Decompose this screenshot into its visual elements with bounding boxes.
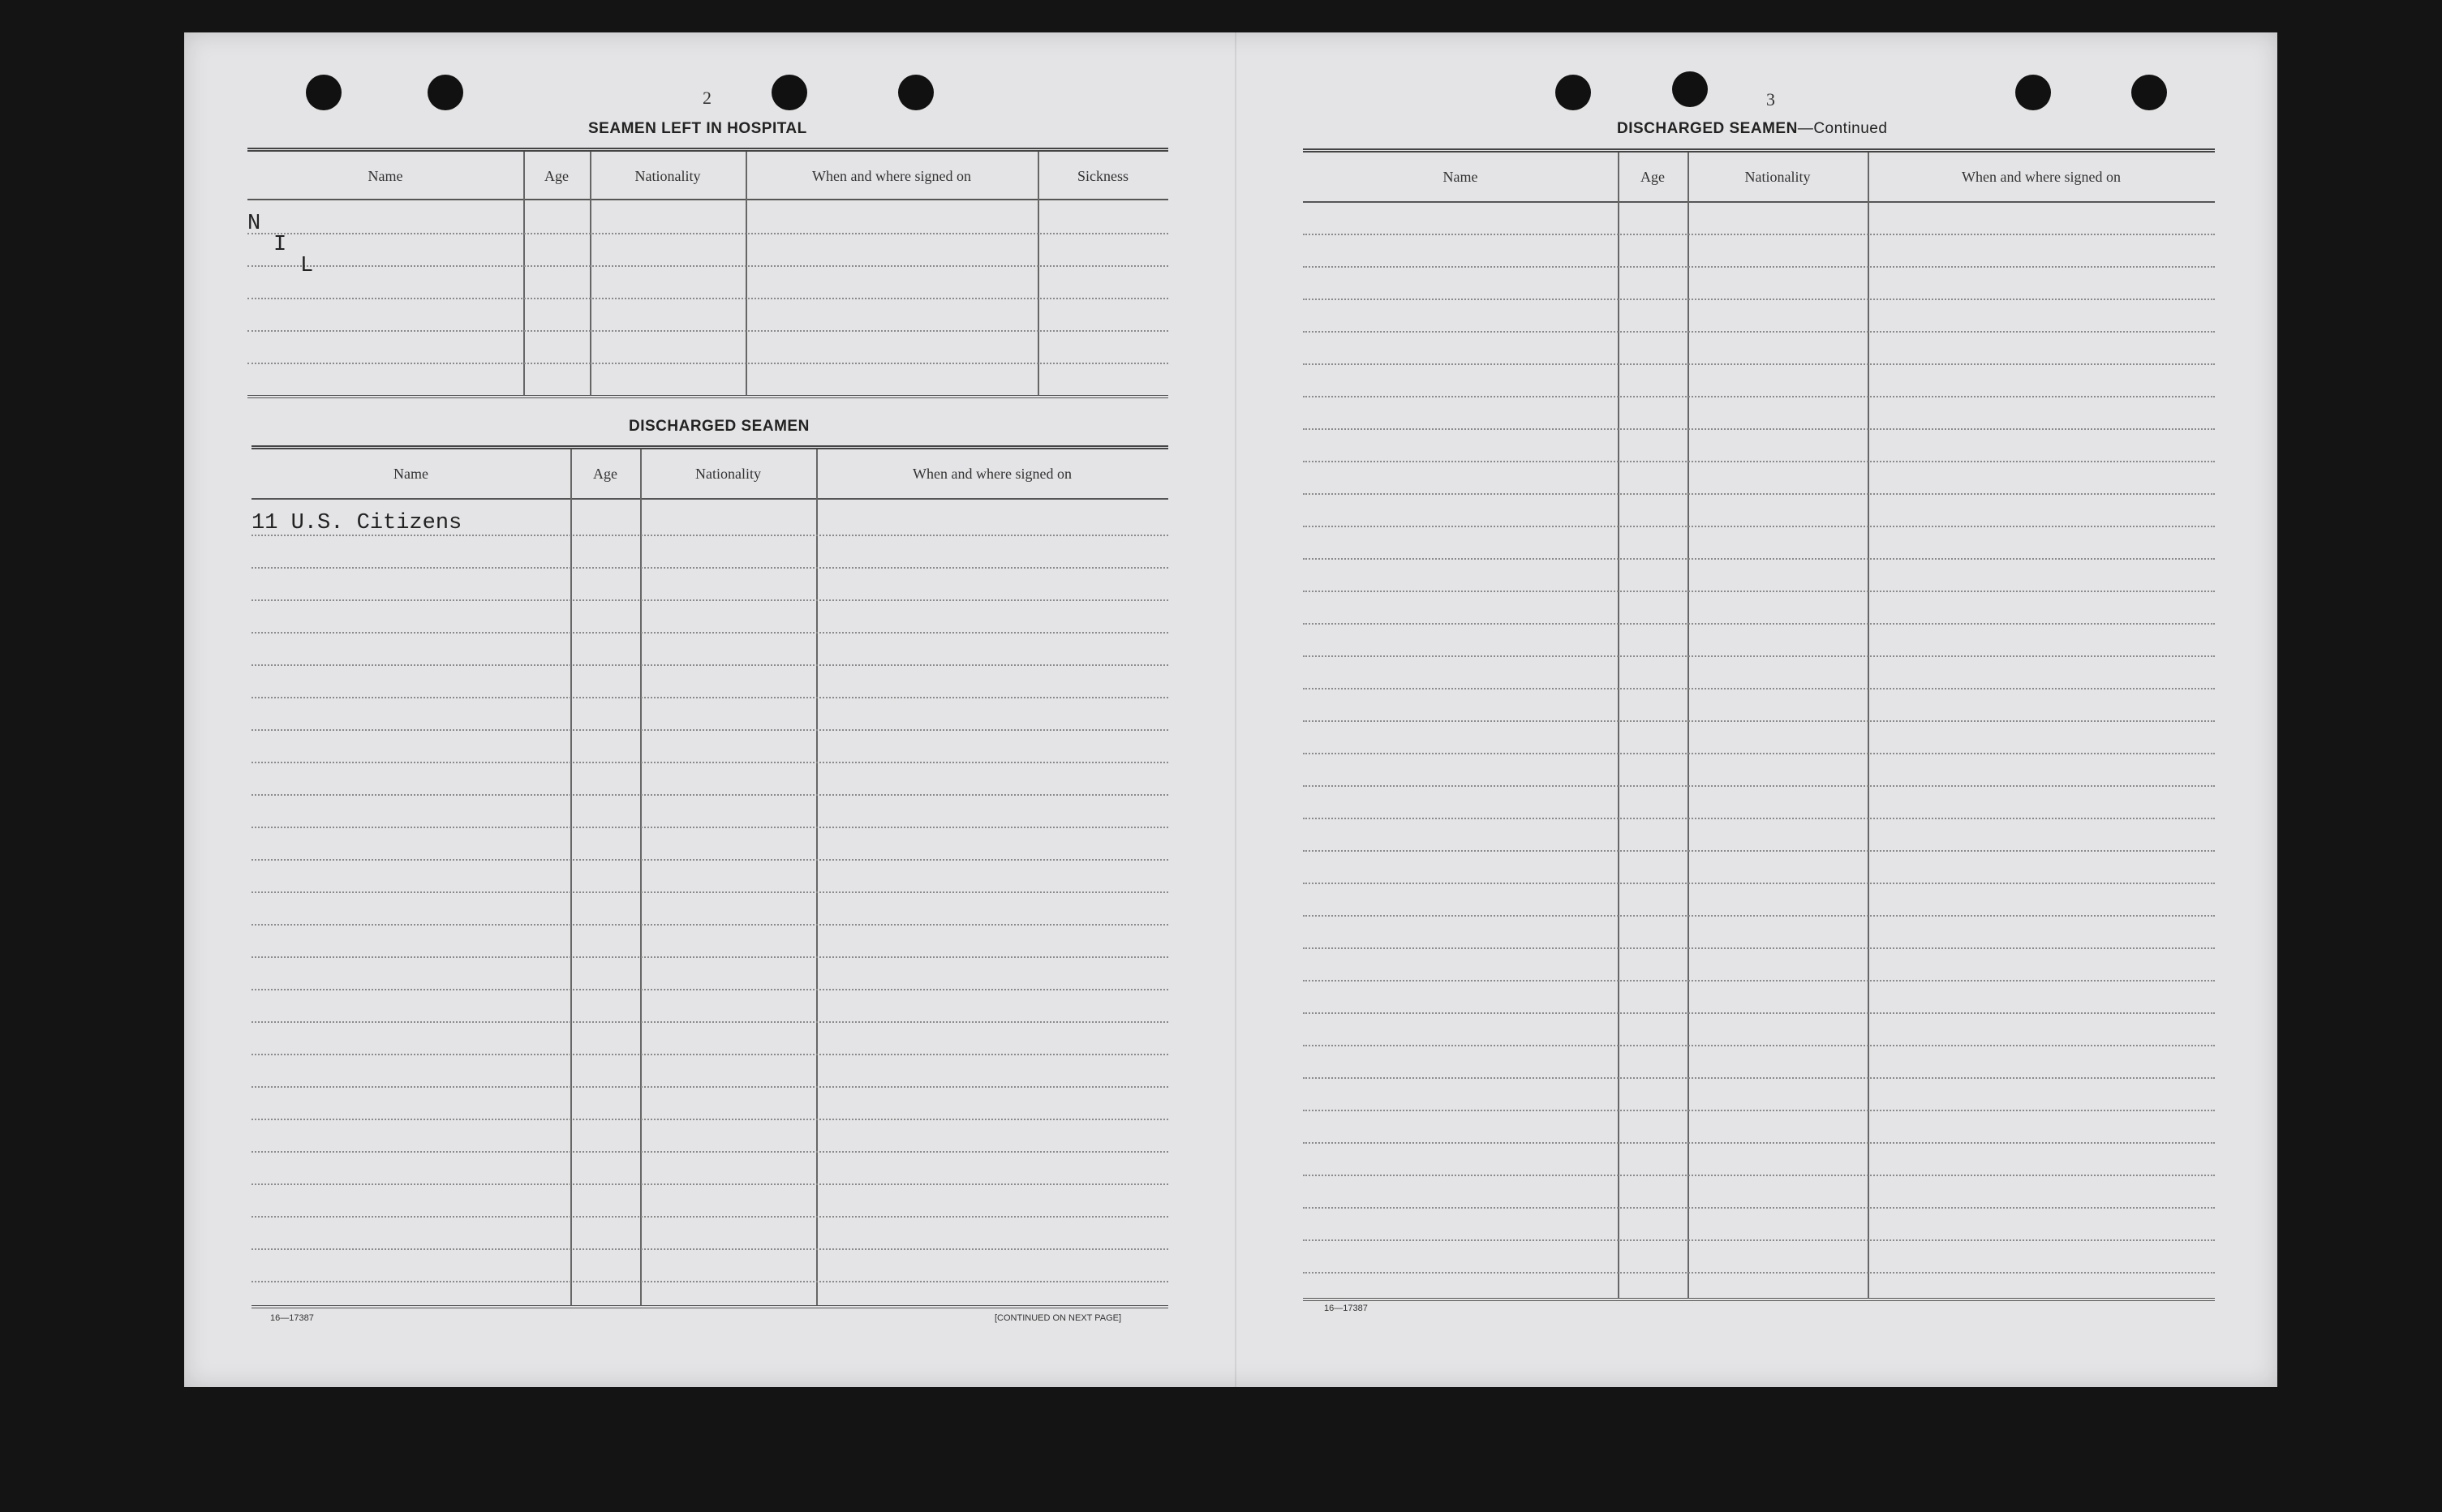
row-rule	[252, 1248, 1168, 1250]
nil-letter: L	[300, 254, 314, 278]
row-rule	[1303, 655, 2215, 657]
row-rule	[1303, 1272, 2215, 1274]
row-rule	[252, 1183, 1168, 1185]
row-rule	[252, 599, 1168, 601]
row-rule	[252, 859, 1168, 861]
row-rule	[1303, 363, 2215, 365]
col-signed-on-header: When and where signed on	[1962, 169, 2121, 185]
row-rule	[1303, 558, 2215, 560]
col-age-header: Age	[544, 168, 569, 184]
row-rule	[252, 989, 1168, 990]
row-rule	[1303, 883, 2215, 884]
row-rule	[252, 794, 1168, 796]
row-rule	[252, 729, 1168, 731]
nil-letter: N	[247, 212, 261, 236]
title-continued: —Continued	[1797, 120, 1888, 137]
column-divider	[746, 152, 747, 395]
row-rule	[252, 1086, 1168, 1088]
row-rule	[1303, 396, 2215, 397]
column-divider	[523, 152, 525, 395]
row-rule	[1303, 493, 2215, 495]
col-signed-on-header: When and where signed on	[812, 168, 971, 184]
page-fold	[1235, 32, 1236, 1387]
column-divider	[816, 449, 818, 1305]
row-rule	[252, 664, 1168, 666]
row-rule	[247, 265, 1168, 267]
row-rule	[247, 298, 1168, 299]
row-rule	[252, 535, 1168, 536]
punch-hole	[772, 75, 807, 110]
punch-hole	[898, 75, 934, 110]
row-rule	[252, 1021, 1168, 1023]
nil-letter: I	[273, 233, 287, 257]
form-number-right: 16—17387	[1324, 1304, 1368, 1313]
punch-hole	[2131, 75, 2167, 110]
table-bottom-rule	[247, 395, 1168, 398]
form-number-left: 16—17387	[270, 1313, 314, 1323]
col-name-header: Name	[368, 168, 403, 184]
row-rule	[1303, 331, 2215, 333]
row-rule	[252, 827, 1168, 828]
row-rule	[1303, 980, 2215, 982]
column-divider	[640, 449, 642, 1305]
row-rule	[1303, 818, 2215, 819]
row-rule	[1303, 428, 2215, 430]
hospital-table	[247, 148, 1168, 400]
row-rule	[1303, 1207, 2215, 1209]
row-rule	[1303, 1012, 2215, 1014]
col-name-header: Name	[1442, 169, 1478, 185]
col-age-header: Age	[593, 466, 617, 482]
discharged-table	[252, 445, 1168, 1309]
col-nationality-header: Nationality	[634, 168, 701, 184]
row-rule	[1303, 1239, 2215, 1241]
table-bottom-rule	[252, 1305, 1168, 1308]
row-rule	[252, 891, 1168, 893]
punch-hole	[2015, 75, 2051, 110]
column-divider	[1618, 152, 1619, 1298]
row-rule	[247, 233, 1168, 234]
hospital-section-title: SEAMEN LEFT IN HOSPITAL	[588, 120, 807, 137]
row-rule	[252, 632, 1168, 634]
row-rule	[1303, 234, 2215, 235]
punch-hole	[428, 75, 463, 110]
title-main: DISCHARGED SEAMEN	[1617, 120, 1798, 137]
column-divider	[590, 152, 591, 395]
row-rule	[1303, 753, 2215, 754]
row-rule	[252, 1216, 1168, 1218]
row-rule	[1303, 526, 2215, 527]
column-divider	[1868, 152, 1869, 1298]
row-rule	[1303, 461, 2215, 462]
discharged-entry: 11 U.S. Citizens	[252, 511, 462, 535]
row-rule	[1303, 299, 2215, 300]
discharged-continued-header	[1303, 152, 2215, 203]
row-rule	[252, 1281, 1168, 1282]
row-rule	[247, 363, 1168, 364]
page-number-left: 2	[703, 88, 712, 108]
row-rule	[252, 1151, 1168, 1153]
continued-note: [CONTINUED ON NEXT PAGE]	[995, 1313, 1122, 1323]
page-number-right: 3	[1766, 89, 1775, 110]
punch-hole	[1555, 75, 1591, 110]
row-rule	[1303, 720, 2215, 722]
discharged-section-title: DISCHARGED SEAMEN	[629, 418, 810, 435]
col-nationality-header: Nationality	[1744, 169, 1811, 185]
col-signed-on-header: When and where signed on	[913, 466, 1072, 482]
column-divider	[570, 449, 572, 1305]
discharged-table-header	[252, 449, 1168, 500]
discharged-continued-title	[1617, 120, 1887, 138]
col-name-header: Name	[393, 466, 428, 482]
column-divider	[1687, 152, 1689, 1298]
row-rule	[1303, 915, 2215, 917]
col-sickness-header: Sickness	[1077, 168, 1129, 184]
row-rule	[1303, 623, 2215, 625]
punch-hole	[1672, 71, 1708, 107]
row-rule	[1303, 1045, 2215, 1046]
row-rule	[1303, 591, 2215, 592]
row-rule	[252, 762, 1168, 763]
row-rule	[1303, 947, 2215, 949]
row-rule	[1303, 1077, 2215, 1079]
row-rule	[1303, 688, 2215, 689]
row-rule	[252, 956, 1168, 958]
punch-hole	[306, 75, 342, 110]
hospital-table-header	[247, 152, 1168, 200]
discharged-continued-table	[1303, 148, 2215, 1301]
row-rule	[252, 697, 1168, 698]
row-rule	[1303, 850, 2215, 852]
row-rule	[1303, 785, 2215, 787]
col-age-header: Age	[1640, 169, 1665, 185]
row-rule	[252, 924, 1168, 926]
row-rule	[252, 1054, 1168, 1055]
col-nationality-header: Nationality	[695, 466, 761, 482]
table-bottom-rule	[1303, 1298, 2215, 1301]
row-rule	[1303, 1142, 2215, 1144]
row-rule	[252, 567, 1168, 569]
row-rule	[247, 330, 1168, 332]
column-divider	[1038, 152, 1039, 395]
row-rule	[1303, 266, 2215, 268]
row-rule	[1303, 1175, 2215, 1176]
row-rule	[1303, 1110, 2215, 1111]
row-rule	[252, 1119, 1168, 1120]
